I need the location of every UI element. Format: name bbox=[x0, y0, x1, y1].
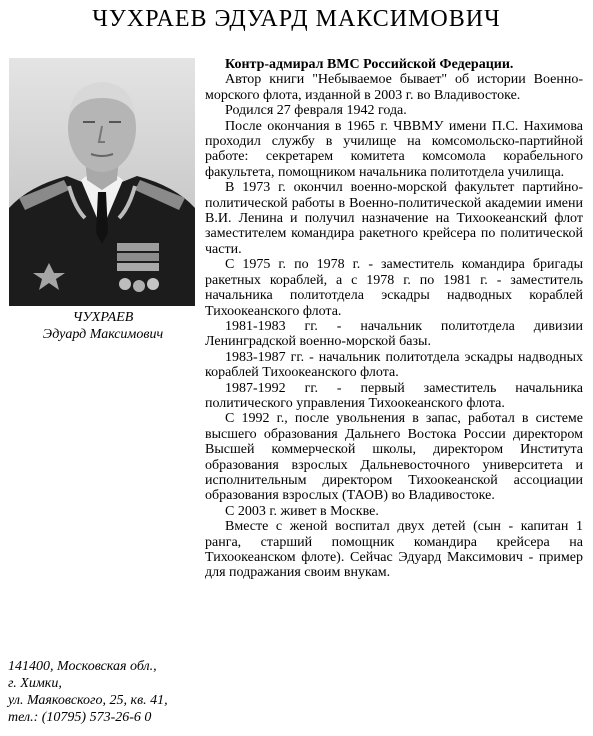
bio-paragraph: После окончания в 1965 г. ЧВВМУ имени П.С. Нахимова проходил службу в училище на комсомольско-партийной работе: секретарем комитета комсомола корабельного факультета, помощником начальника политотдела училища. bbox=[205, 118, 583, 180]
bio-paragraph: 1981-1983 гг. - начальник политотдела дивизии Ленинградской военно-морской базы. bbox=[205, 318, 583, 350]
caption-name: Эдуард Максимович bbox=[42, 327, 164, 342]
biography-text bbox=[205, 57, 583, 581]
caption-surname: ЧУХРАЕВ bbox=[72, 310, 134, 325]
rank-line: Контр-адмирал ВМС Российской Федерации. bbox=[225, 57, 514, 72]
bio-paragraph: С 1992 г., после увольнения в запас, работал в системе высшего образования Дальнего Востока России директором Высшей коммерческой школы, директором Института образования взрослых Дальневосточного университета и исполнительным директором Тихоокеанской ассоциации образования взрослых (ТАОВ) во Владивостоке. bbox=[205, 411, 583, 504]
bio-paragraph: 1983-1987 гг. - начальник политотдела эскадры надводных кораблей Тихоокеанского флота. bbox=[205, 349, 583, 381]
bio-paragraph: Родился 27 февраля 1942 года. bbox=[225, 103, 407, 119]
phone-line: тел.: (10795) 573-26-6 0 bbox=[8, 710, 152, 725]
contact-address bbox=[8, 658, 198, 726]
address-line: 141400, Московская обл., bbox=[8, 659, 157, 674]
bio-paragraph: Автор книги "Небываемое бывает" об истории Военно-морского флота, изданной в 2003 г. во Владивостоке. bbox=[205, 72, 583, 103]
address-line: г. Химки, bbox=[8, 676, 62, 691]
address-line: ул. Маяковского, 25, кв. 41, bbox=[8, 693, 168, 708]
bio-paragraph: В 1973 г. окончил военно-морской факультет партийно-политической работы в Военно-политической академии имени В.И. Ленина и получил назначение на Тихоокеанский флот заместителем командира ракетного крейсера по политической части. bbox=[205, 180, 583, 257]
bio-paragraph: С 2003 г. живет в Москве. bbox=[225, 503, 379, 519]
page-title: ЧУХРАЕВ ЭДУАРД МАКСИМОВИЧ bbox=[92, 6, 501, 32]
photo-caption bbox=[10, 309, 196, 343]
bio-paragraph: 1987-1992 гг. - первый заместитель начальника политического управления Тихоокеанского флота. bbox=[205, 380, 583, 411]
bio-paragraph: С 1975 г. по 1978 г. - заместитель командира бригады ракетных кораблей, а с 1978 г. по 1981 г. - заместитель начальника политотдела эскадры надводных кораблей Тихоокеанского флота. bbox=[205, 257, 583, 319]
portrait-photo bbox=[9, 58, 195, 306]
bio-paragraph: Вместе с женой воспитал двух детей (сын - капитан 1 ранга, старший помощник командира крейсера на Тихоокеанском флоте). Сейчас Эдуард Максимович - пример для подражания своим внукам. bbox=[205, 519, 583, 581]
